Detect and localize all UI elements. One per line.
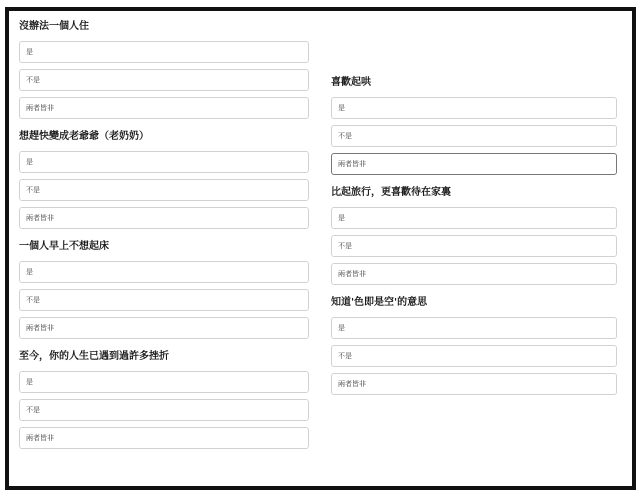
- option-neither[interactable]: 兩者皆非: [19, 427, 309, 449]
- question-title: 一個人早上不想起床: [19, 241, 109, 252]
- right-column: [331, 75, 617, 401]
- question-2: [19, 129, 309, 229]
- option-yes[interactable]: 是: [19, 371, 309, 393]
- option-neither[interactable]: 兩者皆非: [331, 373, 617, 395]
- question-title: 至今，你的人生已遇到過許多挫折: [19, 351, 169, 362]
- question-title: 喜歡起哄: [331, 77, 371, 88]
- left-column: [19, 19, 309, 455]
- option-no[interactable]: 不是: [331, 235, 617, 257]
- option-neither[interactable]: 兩者皆非: [331, 263, 617, 285]
- option-neither[interactable]: 兩者皆非: [19, 207, 309, 229]
- option-yes[interactable]: 是: [19, 151, 309, 173]
- option-no[interactable]: 不是: [331, 345, 617, 367]
- option-no[interactable]: 不是: [19, 399, 309, 421]
- option-no[interactable]: 不是: [19, 289, 309, 311]
- option-neither[interactable]: 兩者皆非: [19, 97, 309, 119]
- option-yes[interactable]: 是: [331, 97, 617, 119]
- option-no[interactable]: 不是: [331, 125, 617, 147]
- option-neither[interactable]: 兩者皆非: [331, 153, 617, 175]
- option-yes[interactable]: 是: [19, 41, 309, 63]
- option-yes[interactable]: 是: [331, 317, 617, 339]
- option-yes[interactable]: 是: [331, 207, 617, 229]
- question-title: 知道'色即是空'的意思: [331, 297, 428, 308]
- option-yes[interactable]: 是: [19, 261, 309, 283]
- question-7: [331, 295, 617, 395]
- question-title: 比起旅行，更喜歡待在家裏: [331, 187, 451, 198]
- question-6: [331, 185, 617, 285]
- option-no[interactable]: 不是: [19, 179, 309, 201]
- option-neither[interactable]: 兩者皆非: [19, 317, 309, 339]
- question-5: [331, 75, 617, 175]
- question-title: 沒辦法一個人住: [19, 21, 89, 32]
- question-4: [19, 349, 309, 449]
- question-3: [19, 239, 309, 339]
- option-no[interactable]: 不是: [19, 69, 309, 91]
- quiz-frame: [5, 7, 636, 490]
- question-title: 想趕快變成老爺爺（老奶奶）: [19, 131, 149, 142]
- question-1: [19, 19, 309, 119]
